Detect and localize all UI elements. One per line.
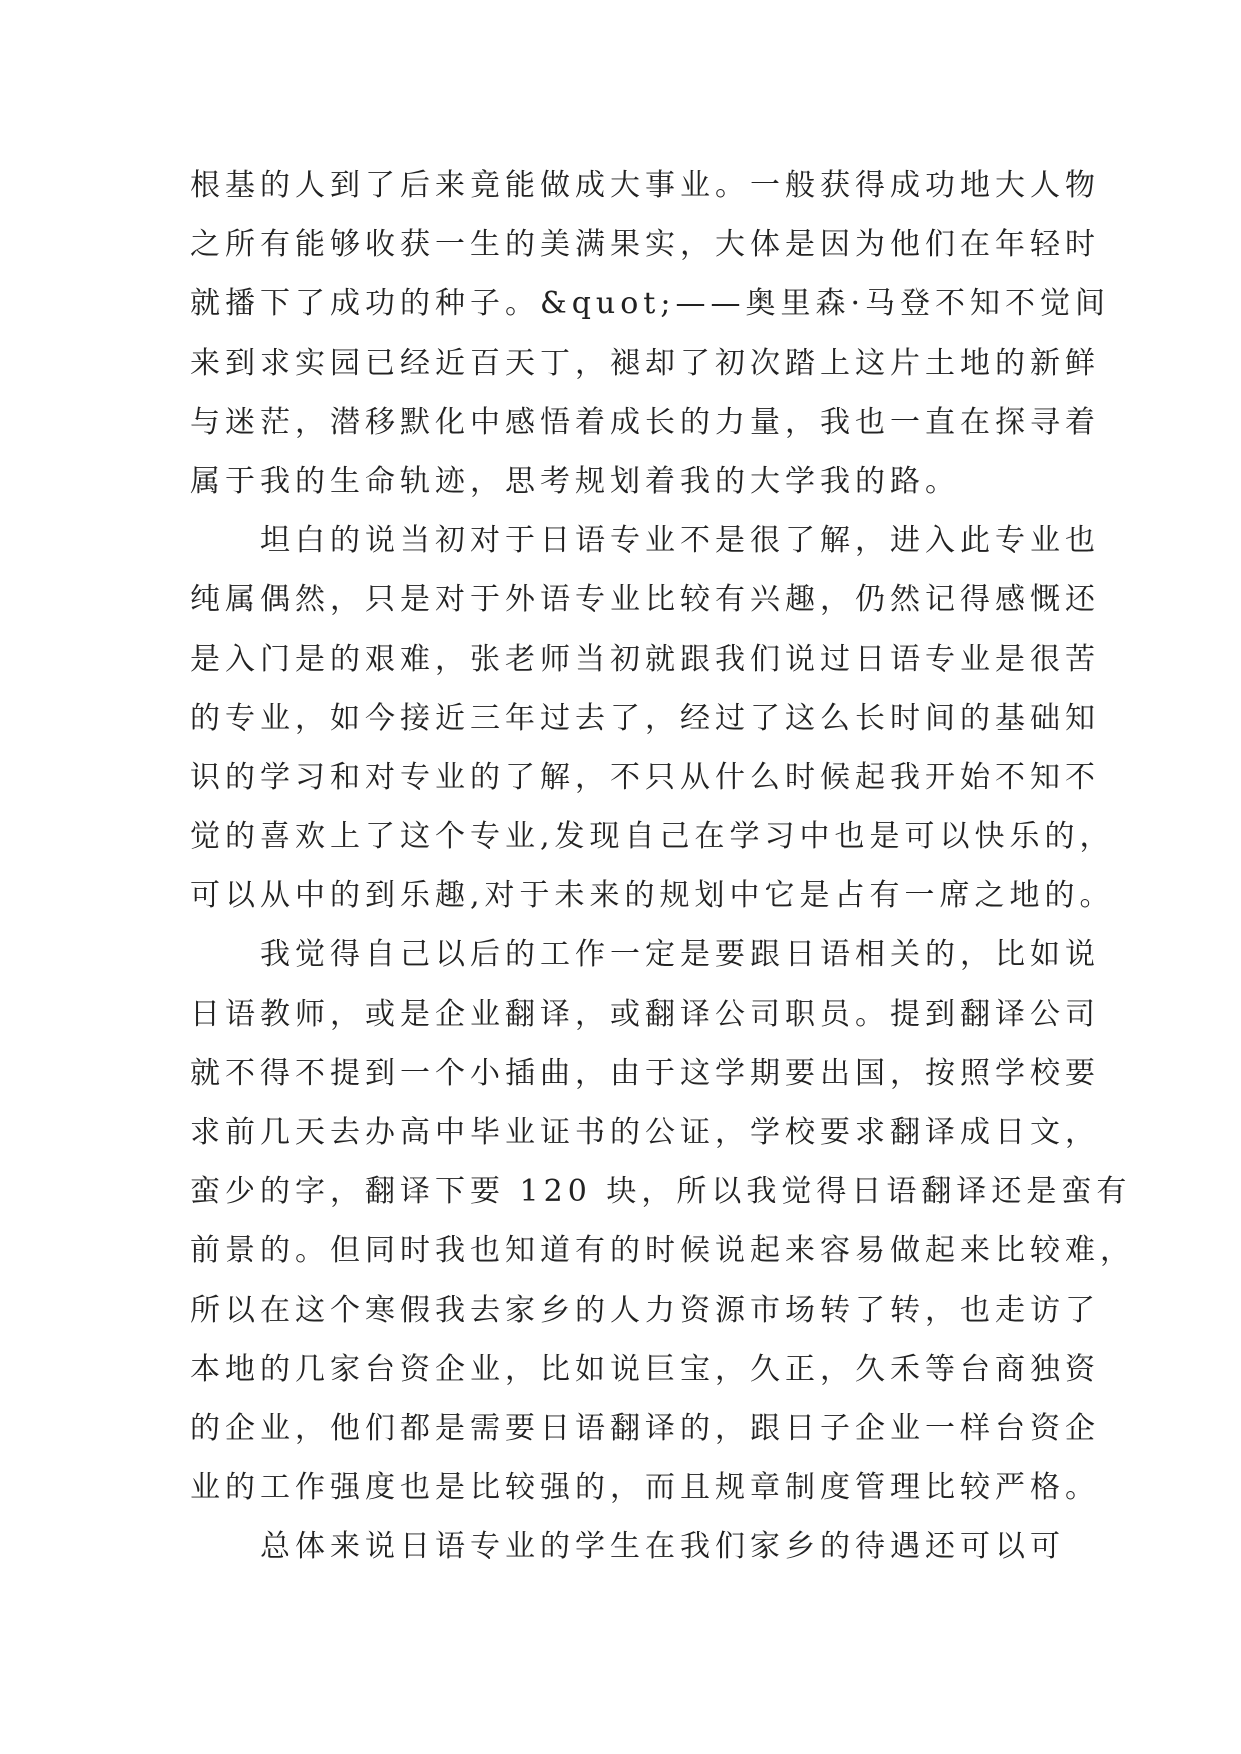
text-line-12: 觉的喜欢上了这个专业,发现自己在学习中也是可以快乐的，: [190, 819, 1115, 855]
text-line-16: 就不得不提到一个小插曲，由于这学期要出国，按照学校要: [190, 1055, 1100, 1091]
text-line-8: 纯属偶然，只是对于外语专业比较有兴趣，仍然记得感慨还: [190, 582, 1100, 618]
text-line-15: 日语教师，或是企业翻译，或翻译公司职员。提到翻译公司: [190, 996, 1100, 1032]
text-line-2: 之所有能够收获一生的美满果实，大体是因为他们在年轻时: [190, 227, 1100, 263]
text-line-19: 前景的。但同时我也知道有的时候说起来容易做起来比较难，: [190, 1233, 1135, 1269]
text-line-20: 所以在这个寒假我去家乡的人力资源市场转了转，也走访了: [190, 1292, 1100, 1328]
text-line-14: 我觉得自己以后的工作一定是要跟日语相关的，比如说: [190, 937, 1100, 973]
document-body: [190, 156, 1135, 1577]
text-line-22: 的企业，他们都是需要日语翻译的，跟日子企业一样台资企: [190, 1410, 1100, 1446]
text-line-5: 与迷茫，潜移默化中感悟着成长的力量，我也一直在探寻着: [190, 404, 1100, 440]
text-line-13: 可以从中的到乐趣,对于未来的规划中它是占有一席之地的。: [190, 878, 1115, 914]
text-line-9: 是入门是的艰难，张老师当初就跟我们说过日语专业是很苦: [190, 641, 1100, 677]
text-line-7: 坦白的说当初对于日语专业不是很了解，进入此专业也: [190, 523, 1100, 559]
text-line-1: 根基的人到了后来竟能做成大事业。一般获得成功地大人物: [190, 168, 1100, 203]
text-line-3: 就播下了成功的种子。&quot;——奥里森·马登不知不觉间: [190, 286, 1110, 322]
text-line-17: 求前几天去办高中毕业证书的公证，学校要求翻译成日文，: [190, 1115, 1100, 1150]
text-line-4: 来到求实园已经近百天丁，褪却了初次踏上这片土地的新鲜: [190, 345, 1100, 381]
text-line-24: 总体来说日语专业的学生在我们家乡的待遇还可以可: [190, 1529, 1065, 1565]
text-line-23: 业的工作强度也是比较强的，而且规章制度管理比较严格。: [190, 1470, 1100, 1506]
text-line-6: 属于我的生命轨迹，思考规划着我的大学我的路。: [190, 463, 960, 499]
text-line-10: 的专业，如今接近三年过去了，经过了这么长时间的基础知: [190, 700, 1100, 736]
text-line-11: 识的学习和对专业的了解，不只从什么时候起我开始不知不: [190, 759, 1100, 795]
text-line-18: 蛮少的字，翻译下要 120 块，所以我觉得日语翻译还是蛮有: [190, 1174, 1132, 1210]
text-line-21: 本地的几家台资企业，比如说巨宝，久正，久禾等台商独资: [190, 1351, 1100, 1387]
